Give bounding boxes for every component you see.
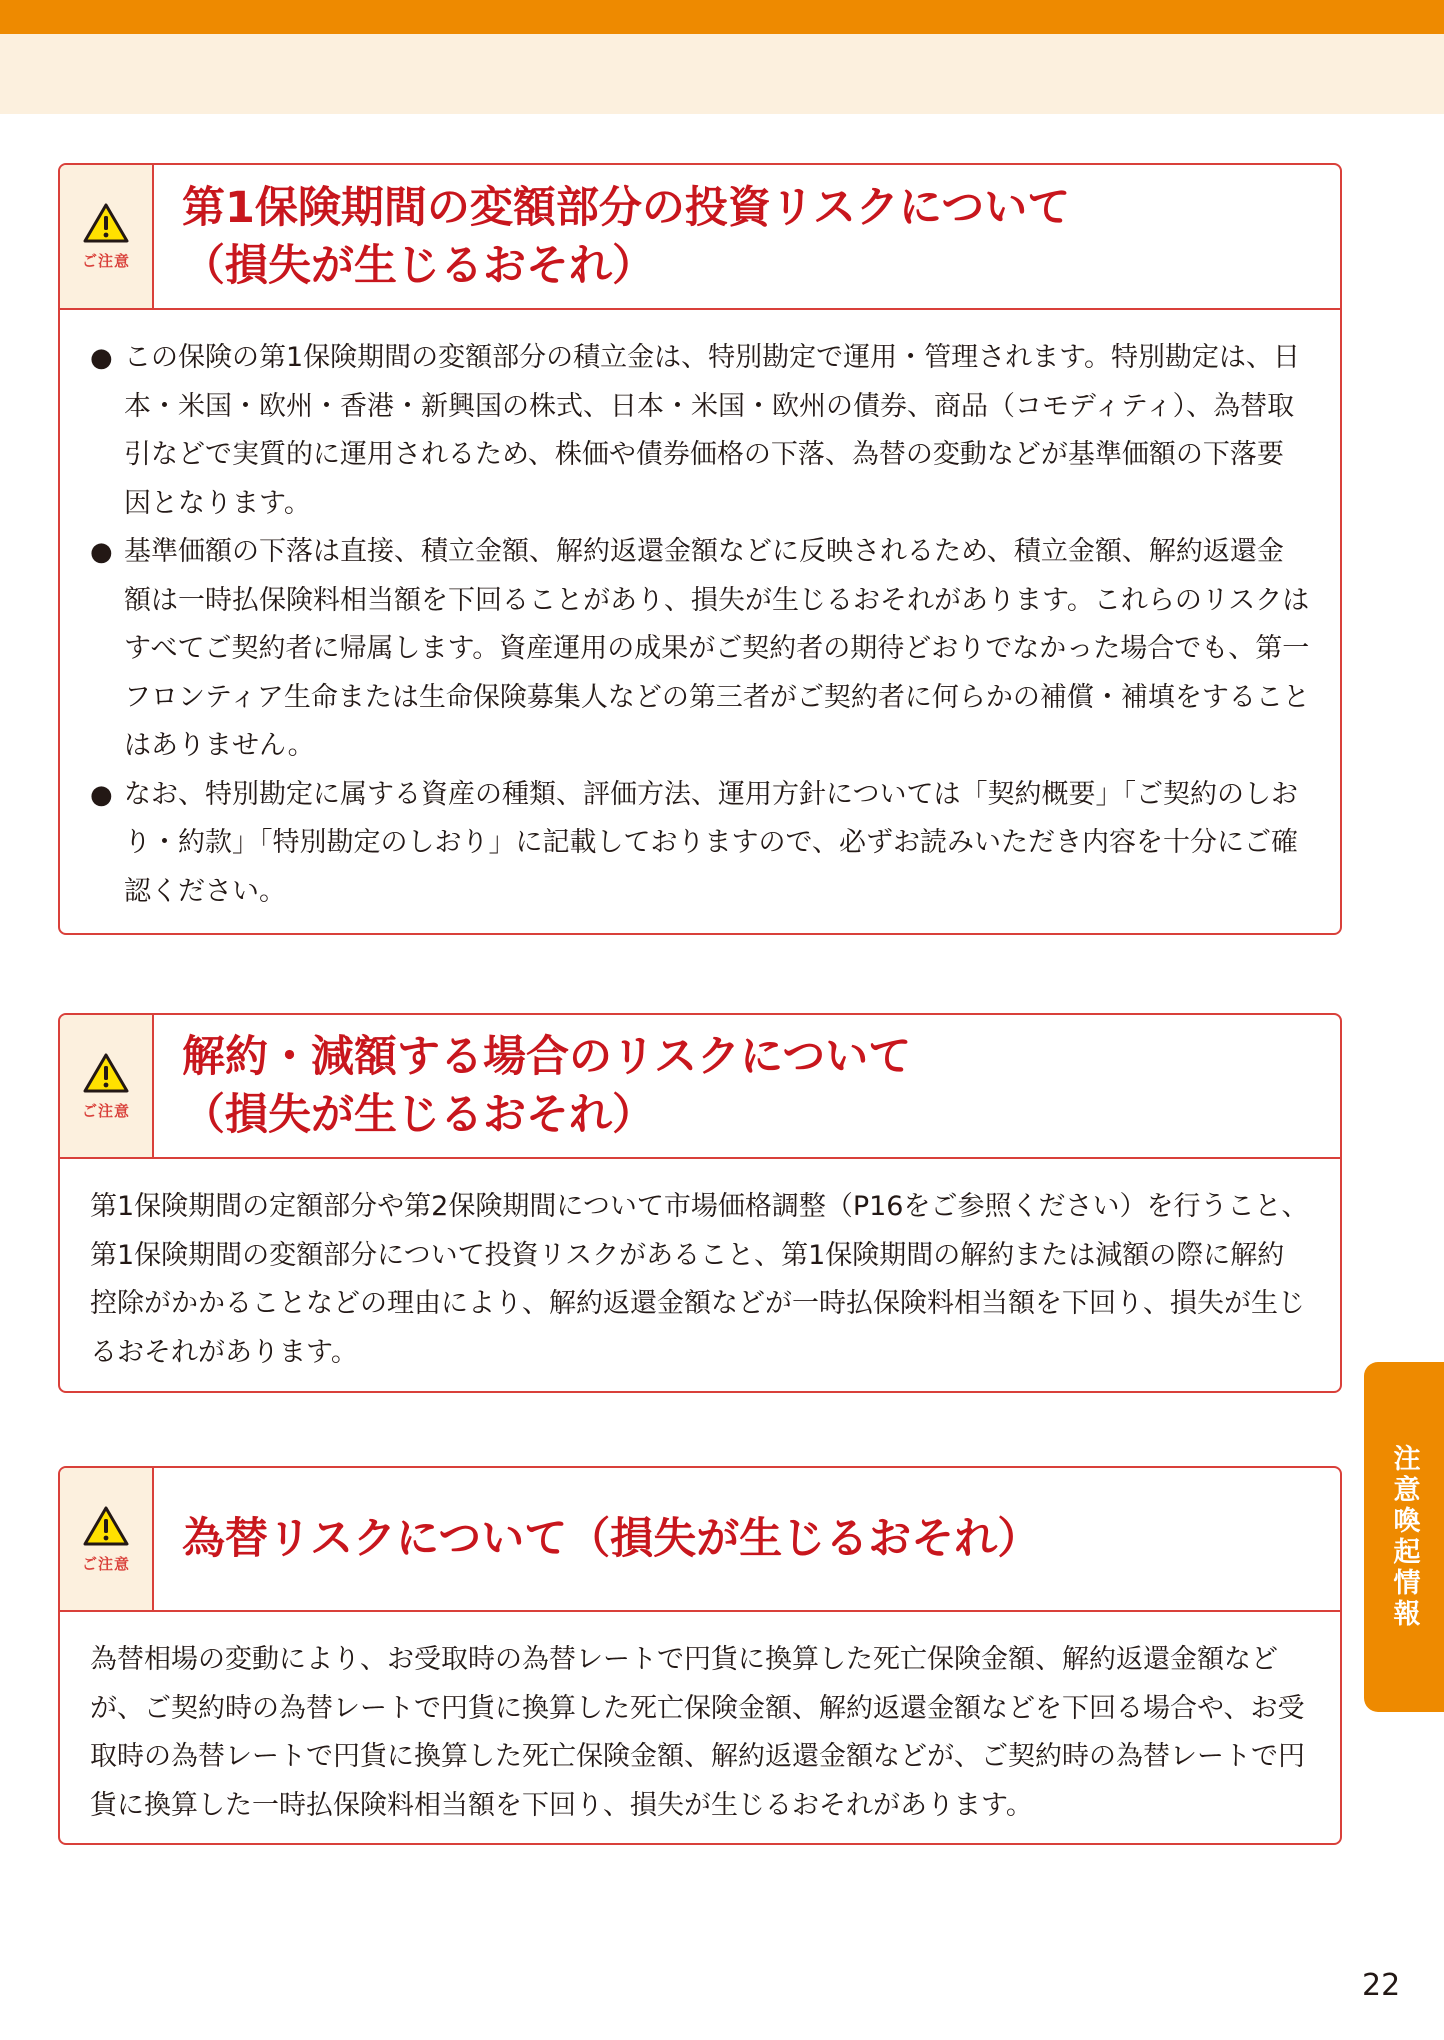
box-header (60, 1015, 1340, 1159)
side-index-tab[interactable] (1364, 1362, 1444, 1712)
bullet-paragraph: ● 基準価額の下落は直接、積立金額、解約返還金額などに反映されるため、積立金額、解約返還金額は一時払保険料相当額を下回ることがあり、損失が生じるおそれがあります。これらのリスクはすべてご契約者に帰属します。資産運用の成果がご契約者の期待どおりでなかった場合でも、第一フロンティア生命または生命保険募集人などの第三者がご契約者に何らかの補償・補填をすることはありません。 (90, 528, 1310, 771)
warning-icon (83, 1505, 129, 1547)
caution-badge (60, 165, 154, 308)
section-title-line: 第1保険期間の変額部分の投資リスクについて (182, 182, 1071, 233)
body-paragraph: 第1保険期間の定額部分や第2保険期間について市場価格調整（P16をご参照ください）を行うこと、第1保険期間の変額部分について投資リスクがあること、第1保険期間の解約または減額の際に解約控除がかかることなどの理由により、解約返還金額などが一時払保険料相当額を下回り、損失が生じるおそれがあります。 (90, 1191, 1309, 1368)
risk-box-exchange (58, 1466, 1342, 1845)
warning-icon (83, 1052, 129, 1094)
box-header (60, 1468, 1340, 1612)
section-title (154, 165, 1340, 308)
caution-label: ご注意 (81, 1554, 130, 1573)
section-title-line: 解約・減額する場合のリスクについて (182, 1032, 912, 1082)
bullet-paragraph: ● この保険の第1保険期間の変額部分の積立金は、特別勘定で運用・管理されます。特別勘定は、日本・米国・欧州・香港・新興国の株式、日本・米国・欧州の債券、商品（コモディティ）、為替取引などで実質的に運用されるため、株価や債券価格の下落、為替の変動などが基準価額の下落要因となります。 (90, 334, 1310, 528)
risk-box-surrender (58, 1013, 1342, 1393)
section-title-line: （損失が生じるおそれ） (182, 1090, 655, 1140)
top-accent-bar (0, 0, 1444, 34)
box-header (60, 165, 1340, 310)
caution-label: ご注意 (81, 252, 130, 270)
caution-label: ご注意 (81, 1101, 130, 1120)
caution-badge (60, 1015, 154, 1157)
section-title (154, 1468, 1340, 1610)
section-title (154, 1015, 1340, 1157)
box-body (60, 310, 1340, 935)
bullet-paragraph: ● なお、特別勘定に属する資産の種類、評価方法、運用方針については「契約概要」「ご契約のしおり・約款」「特別勘定のしおり」に記載しておりますので、必ずお読みいただき内容を十分にご確認ください。 (90, 771, 1310, 917)
top-header-band (0, 34, 1444, 114)
section-title-line: 為替リスクについて（損失が生じるおそれ） (182, 1514, 1041, 1564)
body-paragraph: 為替相場の変動により、お受取時の為替レートで円貨に換算した死亡保険金額、解約返還金額などが、ご契約時の為替レートで円貨に換算した死亡保険金額、解約返還金額などを下回る場合や、お受取時の為替レートで円貨に換算した死亡保険金額、解約返還金額などが、ご契約時の為替レートで円貨に換算した一時払保険料相当額を下回り、損失が生じるおそれがあります。 (90, 1644, 1305, 1821)
risk-box-investment (58, 163, 1342, 935)
caution-badge (60, 1468, 154, 1610)
side-tab-label: 注意喚起情報 (1388, 1444, 1420, 1630)
box-body (60, 1612, 1340, 1845)
section-title-line: （損失が生じるおそれ） (182, 240, 655, 291)
box-body (60, 1159, 1340, 1393)
warning-icon (83, 202, 129, 244)
page-number: 22 (1362, 1968, 1401, 2003)
